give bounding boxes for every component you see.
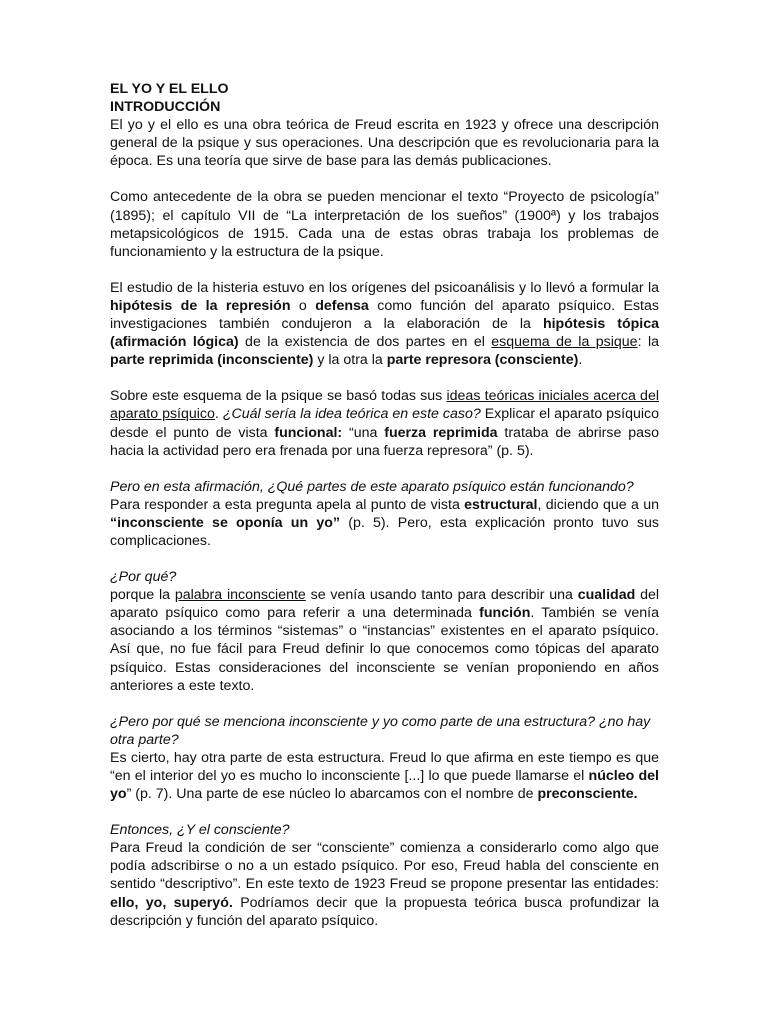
question-partes: Pero en esta afirmación, ¿Qué partes de este aparato psíquico están funcionando?: [110, 478, 634, 495]
question-consciente: Entonces, ¿Y el consciente?: [110, 822, 290, 839]
paragraph-estructural: Para responder a esta pregunta apela al punto de vista estructural, diciendo que a un “inconsciente se oponía un yo” (p. 5). Pero, esta explicación pronto tuvo sus complicaciones.: [110, 496, 659, 549]
paragraph-histeria: El estudio de la histeria estuvo en los orígenes del psicoanálisis y lo llevó a formular la hipótesis de la represión o defensa como función del aparato psíquico. Estas investigaciones también condujeron a la elaboración de la hipótesis tópica (afirmación lógica) de la existencia de dos partes en el esquema de la psique: la parte reprimida (inconsciente) y la otra la parte represora (consciente).: [110, 279, 660, 369]
paragraph-intro: El yo y el ello es una obra teórica de Freud escrita en 1923 y ofrece una descripción general de la psique y sus operaciones. Una descripción que es revolucionaria para la época. Es una teoría que sirve de base para las demás publicaciones.: [110, 117, 659, 170]
paragraph-nucleo: Es cierto, hay otra parte de esta estructura. Freud lo que afirma en este tiempo es que “en el interior del yo es mucho lo inconsciente [...] lo que puede llamarse el núcleo del yo” (p. 7). Una parte de ese núcleo lo abarcamos con el nombre de preconsciente.: [110, 749, 659, 803]
question-otra-parte: ¿Pero por qué se menciona inconsciente y yo como parte de una estructura? ¿no hay otra parte?: [110, 713, 651, 748]
document-title: EL YO Y EL ELLO: [110, 81, 229, 97]
section-heading: INTRODUCCIÓN: [110, 99, 221, 116]
paragraph-consciente: Para Freud la condición de ser “consciente” comienza a considerarlo como algo que podía adscribirse o no a un estado psíquico. Por eso, Freud habla del consciente en sentido “descriptivo”. En este texto de 1923 Freud se propone presentar las entidades: ello, yo, superyó. Podríamos decir que la propuesta teórica busca profundizar la descripción y función del aparato psíquico.: [110, 840, 659, 929]
paragraph-antecedents: Como antecedente de la obra se pueden mencionar el texto “Proyecto de psicología” (1895); el capítulo VII de “La interpretación de los sueños” (1900ª) y los trabajos metapsicológicos de 1915. Cada una de estas obras trabaja los problemas de funcionamiento y la estructura de la psique.: [110, 189, 659, 260]
question-por-que: ¿Por qué?: [110, 569, 177, 586]
paragraph-inconsciente: porque la palabra inconsciente se venía usando tanto para describir una cualidad del aparato psíquico como para referir a una determinada función. También se venía asociando a los términos “sistemas” o “instancias” existentes en el aparato psíquico. Así que, no fue fácil para Freud definir lo que conocemos como tópicas del aparato psíquico. Estas consideraciones del inconsciente se venían proponiendo en años anteriores a este texto.: [110, 587, 659, 694]
paragraph-esquema: Sobre este esquema de la psique se basó todas sus ideas teóricas iniciales acerca del aparato psíquico. ¿Cuál sería la idea teórica en este caso? Explicar el aparato psíquico desde el punto de vista funcional: “una fuerza reprimida trataba de abrirse paso hacia la actividad pero era frenada por una fuerza represora” (p. 5).: [110, 388, 660, 459]
